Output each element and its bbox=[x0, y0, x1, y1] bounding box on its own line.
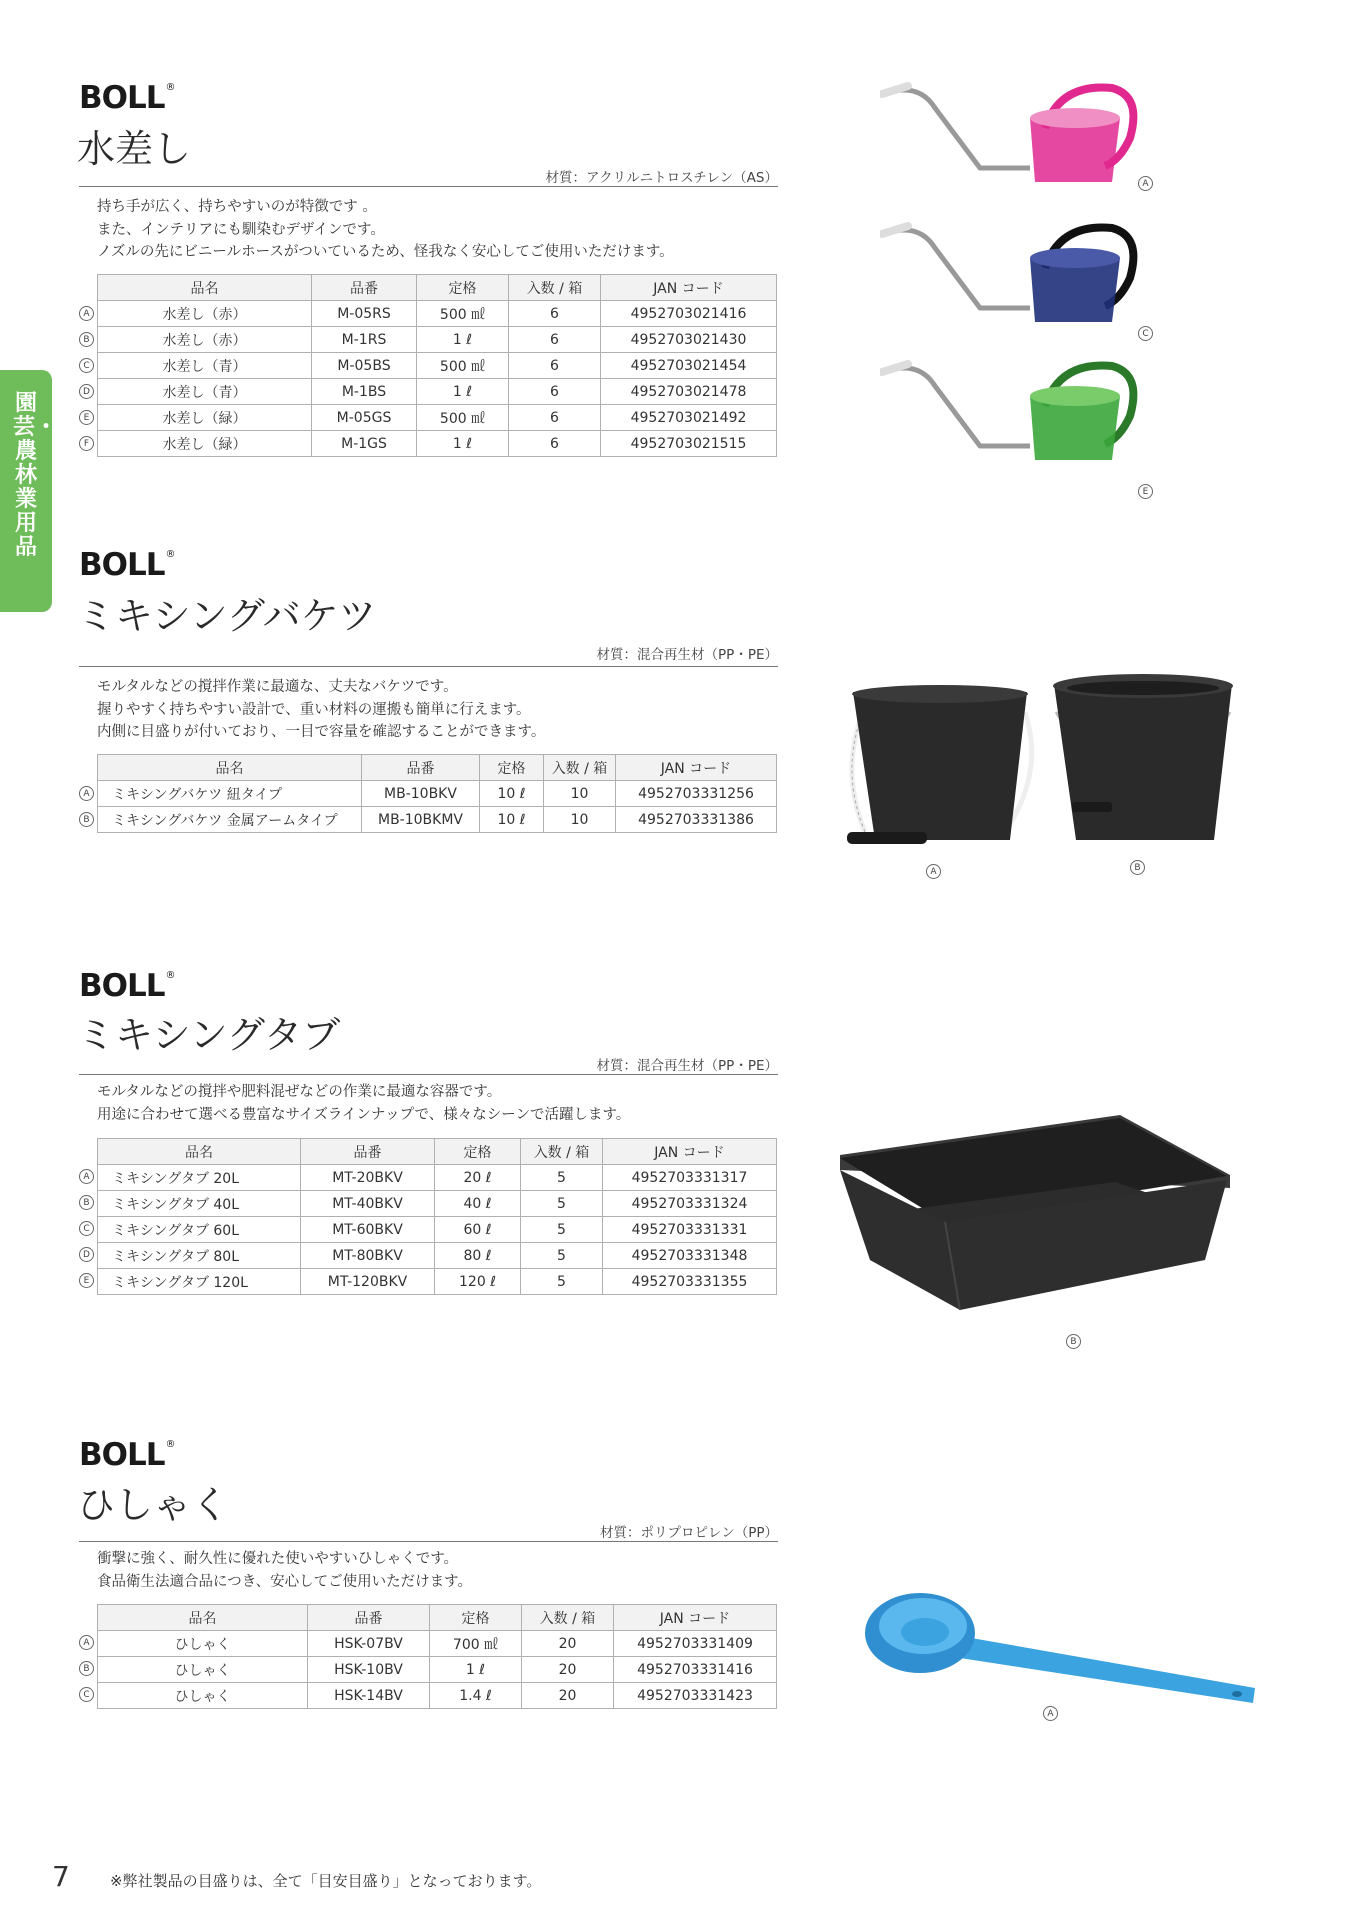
material-label: 材質：ポリプロピレン（PP） bbox=[600, 1525, 778, 1541]
table-cell: ミキシングタブ 80L bbox=[98, 1243, 301, 1269]
product-title: ミキシングタブ bbox=[77, 1013, 341, 1057]
row-marker: B bbox=[79, 1661, 94, 1676]
watering-can-green-image bbox=[880, 356, 1150, 468]
table-row bbox=[98, 781, 777, 807]
spec-table bbox=[97, 274, 777, 457]
table-cell: MB-10BKV bbox=[362, 781, 480, 807]
table-cell: 5 bbox=[521, 1165, 603, 1191]
table-cell: ひしゃく bbox=[98, 1631, 308, 1657]
photo-marker: A bbox=[1138, 176, 1153, 191]
table-cell: 5 bbox=[521, 1191, 603, 1217]
footnote: ※弊社製品の目盛りは、全て「目安目盛り」となっております。 bbox=[110, 1872, 542, 1890]
text-line: 握りやすく持ちやすい設計で、重い材料の運搬も簡単に行えます。 bbox=[97, 701, 531, 718]
row-marker: A bbox=[79, 306, 94, 321]
table-cell: 4952703331423 bbox=[614, 1683, 777, 1709]
table-cell: MT-20BKV bbox=[301, 1165, 435, 1191]
registered-mark: ® bbox=[165, 970, 175, 981]
table-row bbox=[98, 807, 777, 833]
table-cell: ミキシングタブ 120L bbox=[98, 1269, 301, 1295]
text-line: 衝撃に強く、耐久性に優れた使いやすいひしゃくです。 bbox=[97, 1551, 459, 1567]
product-title: 水差し bbox=[77, 127, 192, 171]
photo-marker: B bbox=[1130, 860, 1145, 875]
table-cell: MB-10BKMV bbox=[362, 807, 480, 833]
col-qty: 入数 / 箱 bbox=[509, 275, 601, 301]
table-cell: 水差し（青） bbox=[98, 353, 312, 379]
table-cell: 4952703331331 bbox=[603, 1217, 777, 1243]
col-name: 品名 bbox=[98, 275, 312, 301]
table-cell: M-1BS bbox=[312, 379, 417, 405]
table-cell: ひしゃく bbox=[98, 1683, 308, 1709]
table-cell: ミキシングバケツ 紐タイプ bbox=[98, 781, 362, 807]
row-marker: E bbox=[79, 410, 94, 425]
table-cell: ミキシングタブ 60L bbox=[98, 1217, 301, 1243]
table-cell: 20 bbox=[522, 1631, 614, 1657]
table-cell: 4952703021492 bbox=[601, 405, 777, 431]
table-cell: 4952703331355 bbox=[603, 1269, 777, 1295]
table-cell: 40 ℓ bbox=[435, 1191, 521, 1217]
brand-logo bbox=[79, 547, 175, 583]
table-cell: 6 bbox=[509, 301, 601, 327]
table-cell: 6 bbox=[509, 431, 601, 457]
table-cell: ひしゃく bbox=[98, 1657, 308, 1683]
product-description bbox=[97, 1081, 630, 1126]
col-jan: JAN コード bbox=[603, 1139, 777, 1165]
row-marker: C bbox=[79, 1687, 94, 1702]
table-cell: HSK-14BV bbox=[308, 1683, 430, 1709]
material-label: 材質：アクリルニトロスチレン（AS） bbox=[545, 170, 778, 186]
col-code: 品番 bbox=[312, 275, 417, 301]
table-cell: M-05RS bbox=[312, 301, 417, 327]
table-cell: 4952703021454 bbox=[601, 353, 777, 379]
spec-table bbox=[97, 1138, 777, 1295]
table-cell: M-1GS bbox=[312, 431, 417, 457]
row-marker: D bbox=[79, 384, 94, 399]
spec-table bbox=[97, 754, 777, 833]
table-row bbox=[98, 327, 777, 353]
photo-marker: A bbox=[1043, 1706, 1058, 1721]
col-code: 品番 bbox=[301, 1139, 435, 1165]
text-line: 用途に合わせて選べる豊富なサイズラインナップで、様々なシーンで活躍します。 bbox=[97, 1106, 631, 1123]
table-cell: 水差し（青） bbox=[98, 379, 312, 405]
table-cell: 10 ℓ bbox=[480, 781, 544, 807]
table-cell: 1 ℓ bbox=[417, 431, 509, 457]
table-cell: 水差し（緑） bbox=[98, 405, 312, 431]
text-line: BOLL bbox=[79, 80, 165, 116]
row-marker: F bbox=[79, 436, 94, 451]
text-line: BOLL bbox=[79, 1437, 165, 1473]
product-description bbox=[97, 196, 674, 264]
row-marker: E bbox=[79, 1273, 94, 1288]
table-header-row bbox=[98, 755, 777, 781]
table-cell: 6 bbox=[509, 327, 601, 353]
col-jan: JAN コード bbox=[616, 755, 777, 781]
col-name: 品名 bbox=[98, 755, 362, 781]
material-label: 材質：混合再生材（PP・PE） bbox=[596, 647, 778, 663]
text-line: また、インテリアにも馴染むデザインです。 bbox=[97, 221, 385, 238]
brand-logo bbox=[79, 968, 175, 1004]
table-row bbox=[98, 405, 777, 431]
table-row bbox=[98, 1217, 777, 1243]
category-tab-label: 園芸・農林業用品 bbox=[13, 391, 58, 560]
table-header-row bbox=[98, 1605, 777, 1631]
page-number: 7 bbox=[52, 1860, 70, 1893]
col-rating: 定格 bbox=[430, 1605, 522, 1631]
table-cell: 80 ℓ bbox=[435, 1243, 521, 1269]
brand-logo bbox=[79, 1437, 175, 1473]
table-cell: 6 bbox=[509, 405, 601, 431]
col-name: 品名 bbox=[98, 1139, 301, 1165]
table-cell: ミキシングタブ 20L bbox=[98, 1165, 301, 1191]
dipper-image bbox=[865, 1588, 1265, 1713]
table-cell: HSK-07BV bbox=[308, 1631, 430, 1657]
table-cell: MT-80BKV bbox=[301, 1243, 435, 1269]
registered-mark: ® bbox=[165, 82, 175, 93]
bucket-rope-image bbox=[845, 682, 1035, 852]
photo-marker: C bbox=[1138, 326, 1153, 341]
col-rating: 定格 bbox=[417, 275, 509, 301]
table-cell: 水差し（赤） bbox=[98, 327, 312, 353]
row-marker: B bbox=[79, 332, 94, 347]
table-cell: 6 bbox=[509, 379, 601, 405]
table-header-row bbox=[98, 275, 777, 301]
table-cell: 水差し（赤） bbox=[98, 301, 312, 327]
table-cell: M-05BS bbox=[312, 353, 417, 379]
col-qty: 入数 / 箱 bbox=[521, 1139, 603, 1165]
table-cell: M-1RS bbox=[312, 327, 417, 353]
table-cell: 500 ㎖ bbox=[417, 301, 509, 327]
brand-logo bbox=[79, 80, 175, 116]
table-row bbox=[98, 301, 777, 327]
table-cell: 20 ℓ bbox=[435, 1165, 521, 1191]
row-marker: D bbox=[79, 1247, 94, 1262]
spec-table bbox=[97, 1604, 777, 1709]
table-row bbox=[98, 1269, 777, 1295]
material-label: 材質：混合再生材（PP・PE） bbox=[596, 1058, 778, 1074]
table-cell: 10 bbox=[544, 781, 616, 807]
table-cell: 4952703021515 bbox=[601, 431, 777, 457]
col-qty: 入数 / 箱 bbox=[544, 755, 616, 781]
table-cell: ミキシングタブ 40L bbox=[98, 1191, 301, 1217]
table-row bbox=[98, 379, 777, 405]
text-line: 食品衛生法適合品につき、安心してご使用いただけます。 bbox=[97, 1573, 472, 1590]
table-cell: 500 ㎖ bbox=[417, 353, 509, 379]
table-cell: HSK-10BV bbox=[308, 1657, 430, 1683]
watering-can-blue-image bbox=[880, 218, 1150, 330]
registered-mark: ® bbox=[165, 1439, 175, 1450]
row-marker: C bbox=[79, 358, 94, 373]
row-marker: A bbox=[79, 786, 94, 801]
mixing-tub-image bbox=[835, 1110, 1235, 1315]
col-rating: 定格 bbox=[435, 1139, 521, 1165]
bucket-metal-arm-image bbox=[1048, 672, 1238, 852]
table-row bbox=[98, 353, 777, 379]
product-description bbox=[97, 676, 545, 744]
table-cell: 20 bbox=[522, 1657, 614, 1683]
table-cell: 5 bbox=[521, 1269, 603, 1295]
text-line: ノズルの先にビニールホースがついているため、怪我なく安心してご使用いただけます。 bbox=[97, 244, 674, 260]
table-cell: 4952703331317 bbox=[603, 1165, 777, 1191]
col-jan: JAN コード bbox=[601, 275, 777, 301]
table-cell: 4952703331324 bbox=[603, 1191, 777, 1217]
product-description bbox=[97, 1548, 472, 1593]
table-cell: 5 bbox=[521, 1243, 603, 1269]
col-qty: 入数 / 箱 bbox=[522, 1605, 614, 1631]
table-cell: M-05GS bbox=[312, 405, 417, 431]
table-cell: 4952703021430 bbox=[601, 327, 777, 353]
registered-mark: ® bbox=[165, 549, 175, 560]
text-line: BOLL bbox=[79, 968, 165, 1004]
row-marker: B bbox=[79, 812, 94, 827]
table-cell: ミキシングバケツ 金属アームタイプ bbox=[98, 807, 362, 833]
col-jan: JAN コード bbox=[614, 1605, 777, 1631]
table-cell: 4952703331416 bbox=[614, 1657, 777, 1683]
row-marker: C bbox=[79, 1221, 94, 1236]
table-cell: 4952703021478 bbox=[601, 379, 777, 405]
text-line: 内側に目盛りが付いており、一目で容量を確認することができます。 bbox=[97, 724, 546, 740]
table-row bbox=[98, 1683, 777, 1709]
text-line: モルタルなどの撹拌作業に最適な、丈夫なバケツです。 bbox=[97, 679, 458, 695]
row-marker: A bbox=[79, 1169, 94, 1184]
text-line: 持ち手が広く、持ちやすいのが特徴です 。 bbox=[97, 199, 377, 215]
table-cell: MT-40BKV bbox=[301, 1191, 435, 1217]
table-cell: 4952703021416 bbox=[601, 301, 777, 327]
table-cell: MT-120BKV bbox=[301, 1269, 435, 1295]
col-code: 品番 bbox=[308, 1605, 430, 1631]
table-cell: 500 ㎖ bbox=[417, 405, 509, 431]
col-rating: 定格 bbox=[480, 755, 544, 781]
table-header-row bbox=[98, 1139, 777, 1165]
table-cell: 1 ℓ bbox=[430, 1657, 522, 1683]
table-cell: 6 bbox=[509, 353, 601, 379]
table-cell: 120 ℓ bbox=[435, 1269, 521, 1295]
col-name: 品名 bbox=[98, 1605, 308, 1631]
table-cell: MT-60BKV bbox=[301, 1217, 435, 1243]
table-row bbox=[98, 431, 777, 457]
table-cell: 4952703331409 bbox=[614, 1631, 777, 1657]
table-cell: 60 ℓ bbox=[435, 1217, 521, 1243]
table-cell: 1 ℓ bbox=[417, 379, 509, 405]
photo-marker: A bbox=[926, 864, 941, 879]
photo-marker: E bbox=[1138, 484, 1153, 499]
table-cell: 1 ℓ bbox=[417, 327, 509, 353]
watering-can-pink-image bbox=[880, 78, 1150, 190]
table-cell: 10 ℓ bbox=[480, 807, 544, 833]
row-marker: A bbox=[79, 1635, 94, 1650]
table-cell: 10 bbox=[544, 807, 616, 833]
table-row bbox=[98, 1243, 777, 1269]
section-divider bbox=[79, 1074, 778, 1075]
photo-marker: B bbox=[1066, 1334, 1081, 1349]
product-title: ミキシングバケツ bbox=[77, 594, 377, 638]
table-cell: 20 bbox=[522, 1683, 614, 1709]
table-row bbox=[98, 1165, 777, 1191]
col-code: 品番 bbox=[362, 755, 480, 781]
section-divider bbox=[79, 666, 778, 667]
table-cell: 1.4 ℓ bbox=[430, 1683, 522, 1709]
table-row bbox=[98, 1657, 777, 1683]
table-cell: 5 bbox=[521, 1217, 603, 1243]
section-divider bbox=[79, 186, 778, 187]
table-row bbox=[98, 1631, 777, 1657]
table-cell: 4952703331386 bbox=[616, 807, 777, 833]
table-cell: 4952703331348 bbox=[603, 1243, 777, 1269]
section-divider bbox=[79, 1541, 778, 1542]
text-line: BOLL bbox=[79, 547, 165, 583]
table-cell: 4952703331256 bbox=[616, 781, 777, 807]
table-cell: 水差し（緑） bbox=[98, 431, 312, 457]
table-cell: 700 ㎖ bbox=[430, 1631, 522, 1657]
row-marker: B bbox=[79, 1195, 94, 1210]
text-line: モルタルなどの撹拌や肥料混ぜなどの作業に最適な容器です。 bbox=[97, 1084, 502, 1100]
table-row bbox=[98, 1191, 777, 1217]
product-title: ひしゃく bbox=[77, 1483, 230, 1527]
